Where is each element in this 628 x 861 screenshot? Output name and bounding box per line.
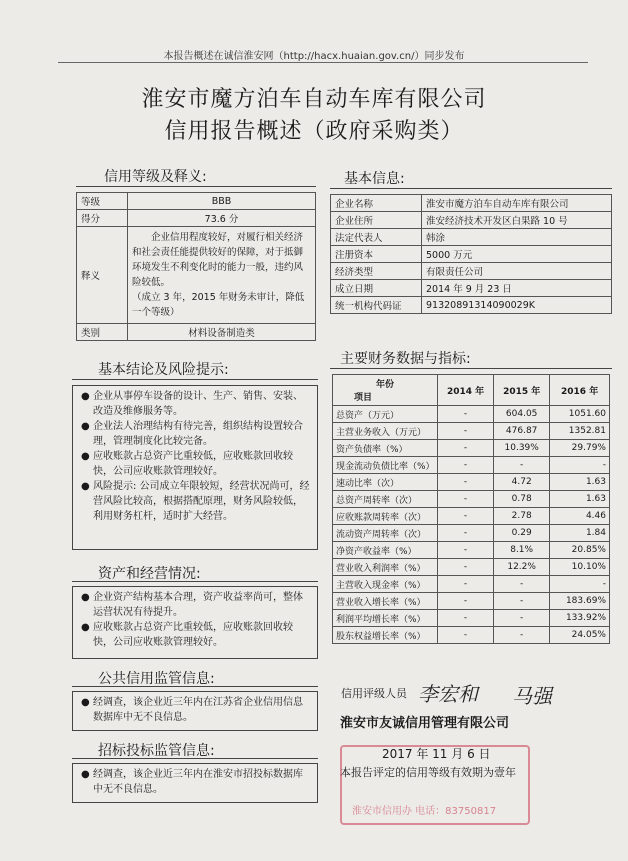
financials-row [333,610,610,627]
credit-rating-table [76,192,316,341]
basic-info-row [331,297,612,314]
basic-info-label: 统一机构代码证 [331,297,422,314]
value-2016: 20.85% [550,542,610,559]
financials-row [333,559,610,576]
basic-info-label: 企业名称 [331,195,422,212]
score-value: 73.6 分 [128,210,316,227]
grade-value: BBB [128,193,316,210]
asset-text: 应收账款占总资产比重较低，应收账款回收较快，公司应收账款管理较好。 [93,622,293,648]
financials-table [332,374,610,644]
value-2015: - [494,576,550,593]
rater-label: 信用评级人员 [341,687,407,700]
bidding-box [72,763,318,803]
value-2016: 1.63 [550,474,610,491]
basic-info-label: 法定代表人 [331,229,422,246]
assets-heading: 资产和经营情况: [98,566,201,582]
value-2014: - [438,559,494,576]
basic-info-row [331,229,612,246]
value-2014: - [438,627,494,644]
basic-info-value: 淮安市魔方泊车自动车库有限公司 [422,195,612,212]
value-2014: - [438,474,494,491]
grade-label: 等级 [77,193,128,210]
value-2014: - [438,576,494,593]
financial-item: 主营业务收入（万元） [333,423,438,440]
bullet-icon: ● [81,592,90,603]
header-divider [58,62,588,63]
conclusions-list [81,389,311,479]
explain-text: 企业信用程度较好，对履行相关经济和社会责任能提供较好的保障，对于抵御环境发生不利变化时的能力一般，违约风险较低。 [132,232,304,288]
bidding-heading: 招标投标监管信息: [98,743,215,759]
financials-row [333,440,610,457]
bidding-text: 经调查，该企业近三年内在淮安市招投标数据库中无不良信息。 [93,769,303,795]
value-2014: - [438,406,494,423]
value-2015: 0.29 [494,525,550,542]
conclusions-box [72,385,318,550]
bullet-icon: ● [81,697,90,708]
asset-text: 企业资产结构基本合理，资产收益率尚可，整体运营状况有待提升。 [93,592,303,618]
value-2015: 4.72 [494,474,550,491]
asset-item [81,590,311,620]
explain-row [77,227,316,324]
value-2015: - [494,627,550,644]
conclusion-text: 企业法人治理结构有待完善，组织结构设置较合理，管理制度化比较完备。 [93,421,303,447]
financial-item: 股东权益增长率（%） [333,627,438,644]
value-2014: - [438,525,494,542]
value-2016: 4.46 [550,508,610,525]
value-2014: - [438,593,494,610]
conclusion-item [81,389,311,419]
assets-list [81,590,311,650]
financials-row [333,406,610,423]
public-credit-text: 经调查，该企业近三年内在江苏省企业信用信息数据库中无不良信息。 [93,697,303,723]
corner-year-label: 年份 [375,380,394,390]
value-2015: - [494,593,550,610]
category-label: 类别 [77,324,128,341]
risk-label: 风险提示: [93,481,137,492]
public-credit-item [81,695,311,725]
value-2015: - [494,610,550,627]
financials-row [333,525,610,542]
bullet-icon: ● [81,622,90,633]
public-credit-heading-rule [72,686,318,687]
company-title: 淮安市魔方泊车自动车库有限公司 [141,87,487,112]
financials-heading: 主要财务数据与指标: [340,351,471,367]
value-2016: 24.05% [550,627,610,644]
risk-text: 公司成立年限较短，经营状况尚可，经营风险比较高，根据搭配原理，财务风险较低，利用财务杠杆，适时扩大经营。 [93,481,310,522]
value-2014: - [438,610,494,627]
year-2014: 2014 年 [438,375,494,406]
value-2014: - [438,508,494,525]
bullet-icon: ● [81,391,90,402]
financial-item: 总资产（万元） [333,406,438,423]
value-2016: 1.84 [550,525,610,542]
bullet-icon: ● [81,421,90,432]
rater-signature-2: 马强 [512,684,552,708]
bullet-icon: ● [81,451,90,462]
rating-company: 淮安市友诚信用管理有限公司 [340,716,510,731]
financial-item: 流动资产周转率（次） [333,525,438,542]
financial-item: 利润平均增长率（%） [333,610,438,627]
value-2015: 476.87 [494,423,550,440]
assets-box [72,586,318,659]
financial-item: 营业收入利润率（%） [333,559,438,576]
financials-row [333,474,610,491]
basic-info-label: 经济类型 [331,263,422,280]
value-2016: - [550,576,610,593]
score-row [77,210,316,227]
basic-info-heading-rule [330,188,612,189]
basic-info-heading: 基本信息: [344,171,405,187]
value-2014: - [438,457,494,474]
year-2016: 2016 年 [550,375,610,406]
financials-row [333,491,610,508]
value-2014: - [438,542,494,559]
basic-info-value: 2014 年 9 月 23 日 [422,280,612,297]
basic-info-table [330,194,612,314]
basic-info-value: 91320891314090029K [422,297,612,314]
risk-item [81,479,311,524]
asset-item [81,620,311,650]
value-2015: 10.39% [494,440,550,457]
conclusion-text: 企业从事停车设备的设计、生产、销售、安装、改造及维修服务等。 [93,391,303,417]
financial-item: 资产负债率（%） [333,440,438,457]
value-2014: - [438,491,494,508]
report-date: 2017 年 11 月 6 日 [382,747,491,761]
value-2016: 1.63 [550,491,610,508]
credit-rating-heading-rule [76,186,316,187]
basic-info-label: 成立日期 [331,280,422,297]
explain-note: （成立 3 年，2015 年财务未审计，降低一个等级） [132,292,305,318]
financials-header-row [333,375,610,406]
explain-cell [128,227,316,324]
basic-info-label: 注册资本 [331,246,422,263]
financial-item: 净资产收益率（%） [333,542,438,559]
basic-info-label: 企业住所 [331,212,422,229]
conclusions-heading-rule [72,379,318,380]
bullet-icon: ● [81,481,90,492]
value-2015: 2.78 [494,508,550,525]
rater-signature-1: 李宏和 [418,682,478,706]
corner-item-label: 项目 [354,393,373,403]
value-2016: 183.69% [550,593,610,610]
basic-info-row [331,212,612,229]
basic-info-value: 有限责任公司 [422,263,612,280]
basic-info-row [331,263,612,280]
basic-info-value: 5000 万元 [422,246,612,263]
stamp-text: 淮安市信用办 电话：83750817 [352,806,497,817]
value-2016: - [550,457,610,474]
value-2015: 604.05 [494,406,550,423]
basic-info-row [331,195,612,212]
value-2015: 0.78 [494,491,550,508]
value-2014: - [438,440,494,457]
basic-info-value: 淮安经济技术开发区白果路 10 号 [422,212,612,229]
assets-heading-rule [72,581,318,582]
category-value: 材料设备制造类 [128,324,316,341]
basic-info-row [331,280,612,297]
financials-heading-rule [330,368,612,369]
grade-row [77,193,316,210]
financial-item: 现金流动负债比率（%） [333,457,438,474]
financials-row [333,576,610,593]
year-2015: 2015 年 [494,375,550,406]
financial-item: 主营收入现金率（%） [333,576,438,593]
conclusion-item [81,449,311,479]
validity-note: 本报告评定的信用等级有效期为壹年 [340,766,516,779]
value-2016: 1051.60 [550,406,610,423]
value-2014: - [438,423,494,440]
basic-info-value: 韩涂 [422,229,612,246]
value-2015: 12.2% [494,559,550,576]
financials-row [333,542,610,559]
financials-row [333,593,610,610]
category-row [77,324,316,341]
score-label: 得分 [77,210,128,227]
value-2016: 10.10% [550,559,610,576]
financials-row [333,423,610,440]
report-title: 信用报告概述（政府采购类） [164,119,464,144]
value-2016: 29.79% [550,440,610,457]
basic-info-row [331,246,612,263]
financial-item: 营业收入增长率（%） [333,593,438,610]
conclusions-heading: 基本结论及风险提示: [98,362,229,378]
financial-item: 应收账款周转率（次） [333,508,438,525]
bidding-item [81,767,311,797]
public-credit-heading: 公共信用监管信息: [98,671,215,687]
conclusion-text: 应收账款占总资产比重较低，应收账款回收较快，公司应收账款管理较好。 [93,451,293,477]
public-credit-box [72,691,318,731]
report-publish-note: 本报告概述在诚信淮安网（http://hacx.huaian.gov.cn/）同步发布 [163,51,465,62]
financials-row [333,457,610,474]
value-2015: 8.1% [494,542,550,559]
financials-row [333,627,610,644]
financial-item: 总资产周转率（次） [333,491,438,508]
financials-row [333,508,610,525]
financial-item: 速动比率（次） [333,474,438,491]
value-2015: - [494,457,550,474]
credit-rating-heading: 信用等级及释义: [104,169,207,185]
value-2016: 1352.81 [550,423,610,440]
financials-corner [333,375,438,406]
conclusion-item [81,419,311,449]
value-2016: 133.92% [550,610,610,627]
bullet-icon: ● [81,769,90,780]
explain-label: 释义 [77,227,128,324]
bidding-heading-rule [72,758,318,759]
